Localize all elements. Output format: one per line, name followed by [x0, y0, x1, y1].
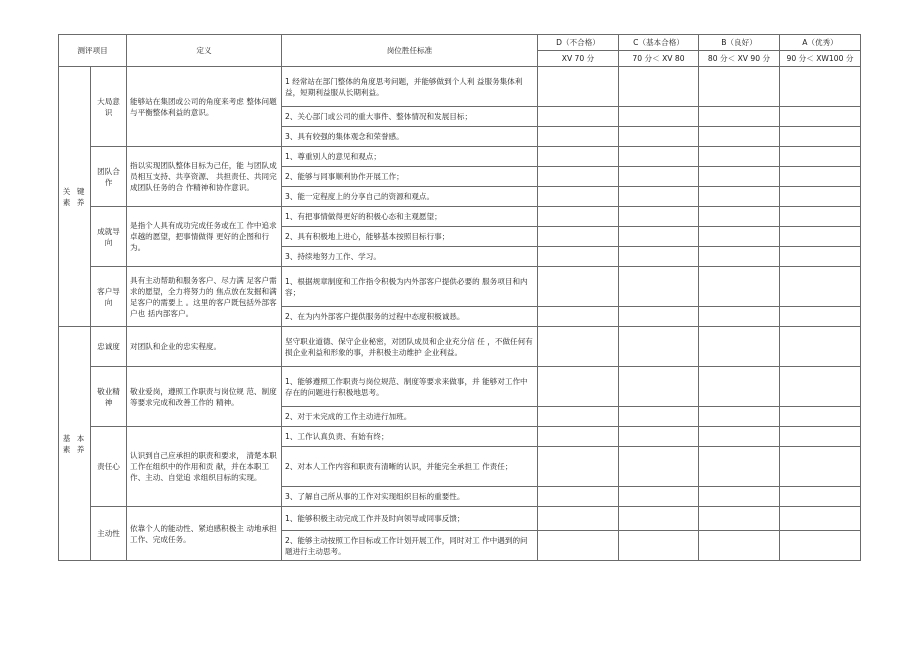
- header-row: [59, 35, 861, 51]
- score-cell[interactable]: [780, 247, 861, 267]
- score-cell[interactable]: [619, 167, 699, 187]
- score-cell[interactable]: [699, 367, 780, 407]
- score-cell[interactable]: [538, 167, 619, 187]
- standard-cell: 1、能够遵照工作职责与岗位规范、制度等要求来做事，并 能够对工作中存在的问题进行积极地思考。: [282, 367, 538, 407]
- score-cell[interactable]: [780, 227, 861, 247]
- item-name: 团队合作: [91, 147, 127, 207]
- score-cell[interactable]: [538, 507, 619, 531]
- score-cell[interactable]: [699, 307, 780, 327]
- score-cell[interactable]: [699, 247, 780, 267]
- score-cell[interactable]: [780, 367, 861, 407]
- standard-cell: 2、能够与同事顺利协作开展工作；: [282, 167, 538, 187]
- score-cell[interactable]: [780, 507, 861, 531]
- grade-d-label: D（不合格）: [538, 35, 619, 51]
- score-cell[interactable]: [780, 167, 861, 187]
- standard-cell: 2、具有积极地上进心，能够基本按照目标行事；: [282, 227, 538, 247]
- score-cell[interactable]: [538, 187, 619, 207]
- score-cell[interactable]: [780, 267, 861, 307]
- score-cell[interactable]: [780, 187, 861, 207]
- score-cell[interactable]: [538, 427, 619, 447]
- score-cell[interactable]: [699, 531, 780, 561]
- score-cell[interactable]: [699, 127, 780, 147]
- grade-b-label: B（良好）: [699, 35, 780, 51]
- score-cell[interactable]: [619, 507, 699, 531]
- score-cell[interactable]: [780, 307, 861, 327]
- score-cell[interactable]: [780, 487, 861, 507]
- score-cell[interactable]: [619, 307, 699, 327]
- score-cell[interactable]: [619, 147, 699, 167]
- score-cell[interactable]: [619, 227, 699, 247]
- item-definition: 能够站在集团或公司的角度来考虑 整体问题与平衡整体利益的意识。: [127, 67, 282, 147]
- score-cell[interactable]: [619, 427, 699, 447]
- score-cell[interactable]: [699, 227, 780, 247]
- score-cell[interactable]: [619, 207, 699, 227]
- grade-a-range: 90 分＜ XW100 分: [780, 51, 861, 67]
- score-cell[interactable]: [780, 427, 861, 447]
- standard-cell: 2、对本人工作内容和职责有清晰的认识，并能完全承担工 作责任；: [282, 447, 538, 487]
- category-cell: 关 键 素 养: [59, 67, 91, 327]
- score-cell[interactable]: [780, 447, 861, 487]
- item-name: 敬业精神: [91, 367, 127, 427]
- score-cell[interactable]: [780, 147, 861, 167]
- grade-c-label: C（基本合格）: [619, 35, 699, 51]
- score-cell[interactable]: [538, 267, 619, 307]
- table-row: [59, 207, 861, 227]
- score-cell[interactable]: [619, 531, 699, 561]
- standard-cell: 2、关心部门或公司的重大事件、整体情况和发展目标；: [282, 107, 538, 127]
- standard-cell: 2、能够主动按照工作目标或工作计划开展工作，同时对工 作中遇到的问题进行主动思考。: [282, 531, 538, 561]
- score-cell[interactable]: [538, 147, 619, 167]
- score-cell[interactable]: [619, 487, 699, 507]
- score-cell[interactable]: [699, 107, 780, 127]
- item-definition: 是指个人具有成功完成任务或在工 作中追求卓越的愿望，把事情做得 更好的企图和行为。: [127, 207, 282, 267]
- score-cell[interactable]: [619, 127, 699, 147]
- score-cell[interactable]: [699, 407, 780, 427]
- score-cell[interactable]: [699, 507, 780, 531]
- standard-cell: 坚守职业道德、保守企业秘密，对团队成员和企业充分信 任 ，不做任何有损企业利益和形象的事，并积极主动维护 企业利益。: [282, 327, 538, 367]
- standard-cell: 1、根据规章制度和工作指令积极为内外部客户提供必要的 服务项目和内容；: [282, 267, 538, 307]
- score-cell[interactable]: [619, 327, 699, 367]
- score-cell[interactable]: [619, 267, 699, 307]
- score-cell[interactable]: [619, 107, 699, 127]
- score-cell[interactable]: [780, 127, 861, 147]
- standard-cell: 2、在为内外部客户提供服务的过程中态度积极诚恳。: [282, 307, 538, 327]
- score-cell[interactable]: [619, 447, 699, 487]
- score-cell[interactable]: [538, 407, 619, 427]
- item-name: 责任心: [91, 427, 127, 507]
- table-row: [59, 267, 861, 307]
- standard-cell: 2、对于未完成的工作主动进行加班。: [282, 407, 538, 427]
- item-definition: 认识到自己应承担的职责和要求， 清楚本职工作在组织中的作用和贡 献，并在本职工作、主动、自觉追 求组织目标的实现。: [127, 427, 282, 507]
- header-definition: 定义: [127, 35, 282, 67]
- item-name: 客户导向: [91, 267, 127, 327]
- score-cell[interactable]: [538, 207, 619, 227]
- standard-cell: 1、能够积极主动完成工作并及时向领导或同事反馈；: [282, 507, 538, 531]
- score-cell[interactable]: [538, 367, 619, 407]
- item-name: 成就导向: [91, 207, 127, 267]
- table-row: [59, 427, 861, 447]
- score-cell[interactable]: [619, 187, 699, 207]
- score-cell[interactable]: [538, 447, 619, 487]
- item-definition: 指以实现团队整体目标为己任，能 与团队成员相互支持、共享资源、 共担责任、共同完成团队任务的合 作精神和协作意识。: [127, 147, 282, 207]
- score-cell[interactable]: [538, 127, 619, 147]
- item-definition: 具有主动帮助和服务客户、尽力满 足客户需求的愿望，全力将努力的 焦点放在发掘和满足客户的需要上 。这里的客户既包括外部客户也 括内部客户。: [127, 267, 282, 327]
- score-cell[interactable]: [538, 531, 619, 561]
- item-definition: 敬业爱岗，遵照工作职责与岗位规 范、制度等要求完成和改善工作的 精神。: [127, 367, 282, 427]
- score-cell[interactable]: [699, 147, 780, 167]
- score-cell[interactable]: [538, 327, 619, 367]
- score-cell[interactable]: [538, 487, 619, 507]
- score-cell[interactable]: [780, 107, 861, 127]
- item-name: 忠诚度: [91, 327, 127, 367]
- score-cell[interactable]: [699, 267, 780, 307]
- table-row: [59, 367, 861, 407]
- score-cell[interactable]: [699, 207, 780, 227]
- item-name: 主动性: [91, 507, 127, 561]
- standard-cell: 1 经常站在部门整体的角度思考问题，并能够做到个人利 益服务集体利益，短期利益服从长期利益。: [282, 67, 538, 107]
- score-cell[interactable]: [619, 367, 699, 407]
- score-cell[interactable]: [780, 407, 861, 427]
- header-item: 测评项目: [59, 35, 127, 67]
- grade-c-range: 70 分＜ XV 80: [619, 51, 699, 67]
- standard-cell: 1、尊重别人的意见和观点；: [282, 147, 538, 167]
- score-cell[interactable]: [780, 327, 861, 367]
- table-row: [59, 147, 861, 167]
- table-row: [59, 67, 861, 107]
- standard-cell: 1、有把事情做得更好的积极心态和主观愿望；: [282, 207, 538, 227]
- item-name: 大局意识: [91, 67, 127, 147]
- standard-cell: 3、了解自己所从事的工作对实现组织目标的重要性。: [282, 487, 538, 507]
- header-standard: 岗位胜任标准: [282, 35, 538, 67]
- category-cell: 基 本 素 养: [59, 327, 91, 561]
- score-cell[interactable]: [538, 107, 619, 127]
- score-cell[interactable]: [699, 167, 780, 187]
- item-definition: 对团队和企业的忠实程度。: [127, 327, 282, 367]
- score-cell[interactable]: [699, 487, 780, 507]
- table-row: [59, 327, 861, 367]
- score-cell[interactable]: [780, 531, 861, 561]
- standard-cell: 1、工作认真负责、有始有终；: [282, 427, 538, 447]
- evaluation-table: [58, 34, 861, 561]
- score-cell[interactable]: [619, 67, 699, 107]
- score-cell[interactable]: [699, 427, 780, 447]
- item-definition: 依靠个人的能动性、紧迫感积极主 动地承担工作、完成任务。: [127, 507, 282, 561]
- score-cell[interactable]: [538, 307, 619, 327]
- standard-cell: 3、持续地努力工作、学习。: [282, 247, 538, 267]
- table-row: [59, 507, 861, 531]
- grade-a-label: A（优秀）: [780, 35, 861, 51]
- grade-d-range: XV 70 分: [538, 51, 619, 67]
- score-cell[interactable]: [780, 207, 861, 227]
- standard-cell: 3、能一定程度上的分享自己的资源和观点。: [282, 187, 538, 207]
- score-cell[interactable]: [619, 407, 699, 427]
- score-cell[interactable]: [699, 67, 780, 107]
- standard-cell: 3、具有较强的集体观念和荣誉感。: [282, 127, 538, 147]
- score-cell[interactable]: [780, 67, 861, 107]
- score-cell[interactable]: [619, 247, 699, 267]
- score-cell[interactable]: [538, 227, 619, 247]
- grade-b-range: 80 分＜ XV 90 分: [699, 51, 780, 67]
- score-cell[interactable]: [538, 247, 619, 267]
- score-cell[interactable]: [538, 67, 619, 107]
- score-cell[interactable]: [699, 447, 780, 487]
- score-cell[interactable]: [699, 327, 780, 367]
- score-cell[interactable]: [699, 187, 780, 207]
